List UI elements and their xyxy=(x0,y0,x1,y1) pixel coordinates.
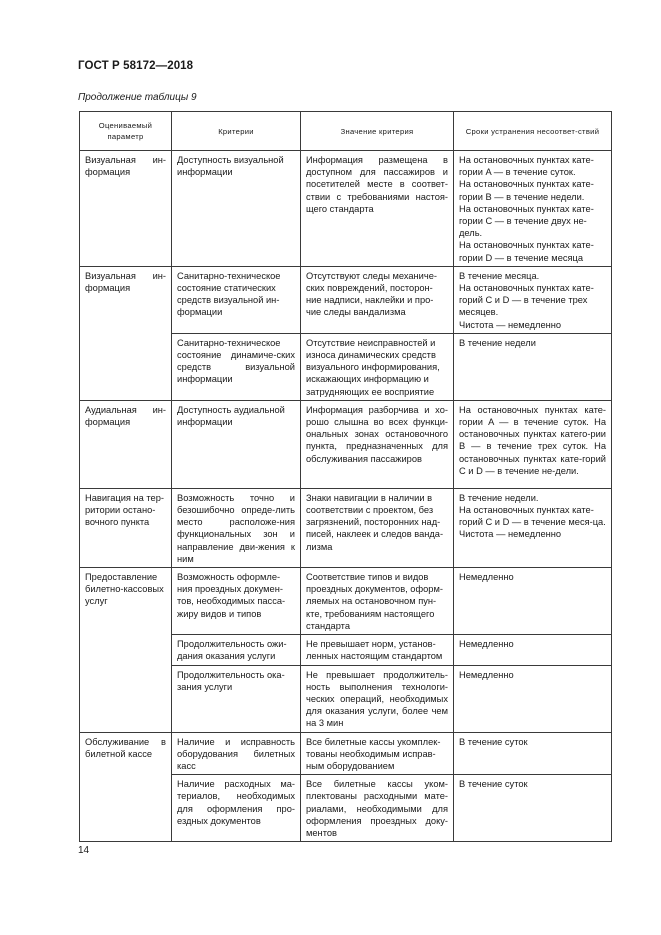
cell-deadline: В течение недели. На остановочных пунктах кате-горий C и D — в течение меся-ца. Чистота — немедленно xyxy=(454,488,612,567)
cell-deadline: Немедленно xyxy=(454,568,612,635)
table-row xyxy=(80,488,612,567)
cell-deadline: На остановочных пунктах кате-гории A — в течение суток. На остановочных пунктах катего-рии B — в течение трех суток. На остановочных пунктах кате-горий C и D — в течение не-дели. xyxy=(454,400,612,488)
table-row xyxy=(80,568,612,635)
page-number: 14 xyxy=(78,845,90,856)
cell-value: Соответствие типов и видов проездных документов, оформ-ляемых на остановочном пун-кте, требованиям настоящего стандарта xyxy=(301,568,454,635)
cell-value: Не превышает норм, установ-ленных настоящим стандартом xyxy=(301,635,454,665)
table-row xyxy=(80,400,612,488)
column-header-deadline: Сроки устранения несоответ-ствий xyxy=(454,112,612,151)
table-caption: Продолжение таблицы 9 xyxy=(78,92,197,103)
cell-parameter: Аудиальная ин-формация xyxy=(80,400,172,488)
cell-deadline: В течение суток xyxy=(454,775,612,842)
cell-deadline: В течение месяца. На остановочных пунктах кате-горий C и D — в течение трех месяцев. Чистота — немедленно xyxy=(454,266,612,333)
cell-criterion: Доступность аудиальной информации xyxy=(172,400,301,488)
table-header-row xyxy=(80,112,612,151)
table-row xyxy=(80,732,612,775)
cell-parameter: Визуальная ин-формация xyxy=(80,151,172,267)
cell-deadline: На остановочных пунктах кате-гории A — в течение суток. На остановочных пунктах кате-гории B — в течение недели. На остановочных пунктах кате-гории C — в течение двух не-дель. На остановочных пунктах кате-гории D — в течение месяца xyxy=(454,151,612,267)
cell-value: Не превышает продолжитель-ность выполнения технологи-ческих операций, необходимых для оказания услуги, более чем на 3 мин xyxy=(301,665,454,732)
table-row xyxy=(80,266,612,333)
cell-criterion: Санитарно-техническое состояние динамиче-ских средств визуальной информации xyxy=(172,333,301,400)
cell-deadline: В течение недели xyxy=(454,333,612,400)
cell-criterion: Продолжительность ока-зания услуги xyxy=(172,665,301,732)
cell-parameter: Визуальная ин-формация xyxy=(80,266,172,400)
cell-value: Отсутствуют следы механиче-ских повреждений, посторон-ние надписи, наклейки и про-чие следы вандализма xyxy=(301,266,454,333)
cell-parameter: Предоставление билетно-кассовых услуг xyxy=(80,568,172,732)
cell-criterion: Наличие расходных ма-териалов, необходимых для оформления про-ездных документов xyxy=(172,775,301,842)
cell-value: Информация разборчива и хо-рошо слышна во всех функци-ональных зонах остановочного пункта, предназначенных для обслуживания пассажиров xyxy=(301,400,454,488)
cell-value: Знаки навигации в наличии в соответствии с проектом, без загрязнений, посторонних над-писей, наклеек и следов ванда-лизма xyxy=(301,488,454,567)
cell-deadline: Немедленно xyxy=(454,635,612,665)
standards-table xyxy=(79,111,612,842)
cell-parameter: Навигация на тер-ритории остано-вочного пункта xyxy=(80,488,172,567)
column-header-value: Значение критерия xyxy=(301,112,454,151)
document-title: ГОСТ Р 58172—2018 xyxy=(78,60,194,72)
cell-value: Все билетные кассы уком-плектованы расходными мате-риалами, необходимыми для оформления проездных доку-ментов xyxy=(301,775,454,842)
cell-value: Все билетные кассы укомплек-тованы необходимым исправ-ным оборудованием xyxy=(301,732,454,775)
cell-criterion: Доступность визуальной информации xyxy=(172,151,301,267)
column-header-criteria: Критерии xyxy=(172,112,301,151)
cell-value: Информация размещена в доступном для пассажиров и посетителей месте в соответ-ствии с требованиями настоя-щего стандарта xyxy=(301,151,454,267)
cell-value: Отсутствие неисправностей и износа динамических средств визуального информирования, искажающих информацию и затрудняющих ее восприятие xyxy=(301,333,454,400)
cell-criterion: Продолжительность ожи-дания оказания услуги xyxy=(172,635,301,665)
cell-deadline: Немедленно xyxy=(454,665,612,732)
cell-criterion: Наличие и исправность оборудования билетных касс xyxy=(172,732,301,775)
cell-criterion: Возможность оформле-ния проездных докумен-тов, необходимых пасса-жиру видов и типов xyxy=(172,568,301,635)
cell-parameter: Обслуживание в билетной кассе xyxy=(80,732,172,842)
table-row xyxy=(80,151,612,267)
cell-criterion: Возможность точно и безошибочно опреде-лить место расположе-ния функциональных зон и направление дви-жения к ним xyxy=(172,488,301,567)
cell-deadline: В течение суток xyxy=(454,732,612,775)
column-header-parameter: Оцениваемый параметр xyxy=(80,112,172,151)
cell-criterion: Санитарно-техническое состояние статических средств визуальной ин-формации xyxy=(172,266,301,333)
